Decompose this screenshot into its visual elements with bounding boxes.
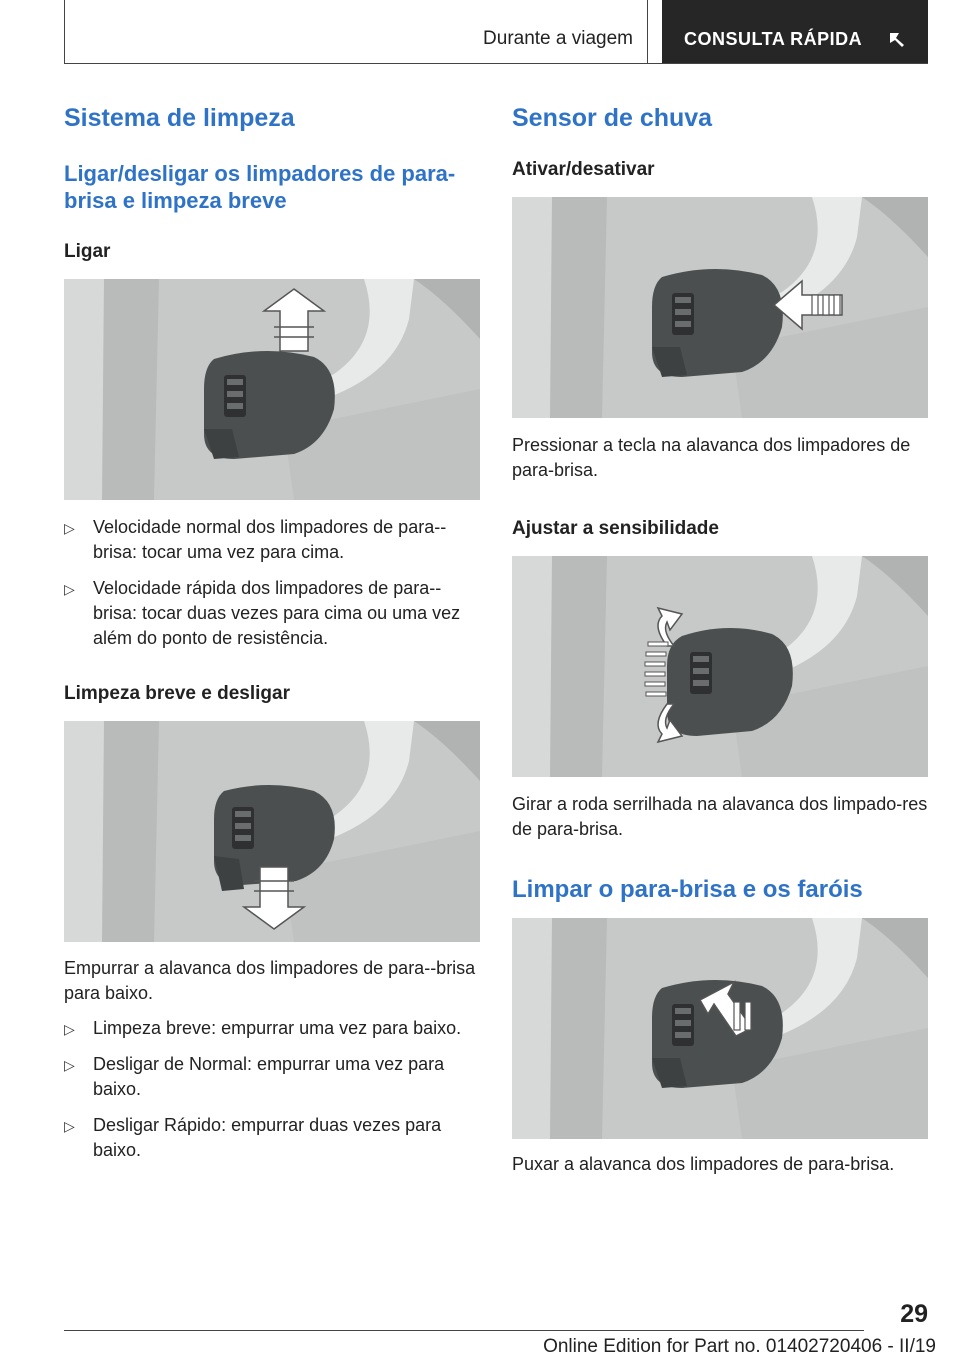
section-heading-limpeza: Sistema de limpeza [64, 104, 295, 132]
page-number: 29 [900, 1300, 928, 1328]
ligar-bullet-list [64, 515, 480, 662]
figure-wiper-lever-up [64, 279, 480, 500]
list-item: ▷ Limpeza breve: empurrar uma vez para baixo. [64, 1016, 480, 1041]
heading-ligar: Ligar [64, 241, 111, 262]
header-rule [64, 63, 928, 64]
figure-sensitivity-wheel [512, 556, 928, 777]
quick-reference-tab[interactable] [662, 0, 928, 63]
heading-limpeza-breve: Limpeza breve e desligar [64, 683, 290, 704]
heading-ativar: Ativar/desativar [512, 159, 655, 180]
list-item: ▷ Velocidade normal dos limpadores de para--brisa: tocar uma vez para cima. [64, 517, 447, 562]
limpar-paragraph: Puxar a alavanca dos limpadores de para-brisa. [512, 1154, 895, 1174]
subheading-limpadores: Ligar/desligar os limpadores de para-brisa e limpeza breve [64, 161, 456, 213]
list-item: ▷ Velocidade rápida dos limpadores de para--brisa: tocar duas vezes para cima ou uma vez além do ponto de resistência. [64, 578, 461, 648]
triangle-bullet-icon: ▷ [64, 581, 75, 597]
triangle-bullet-icon: ▷ [64, 1057, 75, 1073]
quick-reference-label: CONSULTA RÁPIDA [684, 29, 863, 49]
figure-wiper-lever-pull [512, 918, 928, 1139]
pin-icon [886, 29, 908, 51]
sensibilidade-paragraph: Girar a roda serrilhada na alavanca dos limpado-res de para-brisa. [512, 794, 928, 839]
footer-edition: Online Edition for Part no. 01402720406 - II/19 [543, 1336, 936, 1357]
figure-wiper-lever-down [64, 721, 480, 942]
limpeza-paragraph: Empurrar a alavanca dos limpadores de para--brisa para baixo. [64, 958, 476, 1003]
heading-sensibilidade: Ajustar a sensibilidade [512, 518, 719, 539]
figure-rain-sensor-button [512, 197, 928, 418]
section-tab [64, 0, 648, 63]
limpeza-bullet-list [64, 1016, 480, 1174]
triangle-bullet-icon: ▷ [64, 1118, 75, 1134]
footer-rule [64, 1330, 864, 1331]
section-heading-sensor: Sensor de chuva [512, 104, 713, 132]
list-item: ▷ Desligar de Normal: empurrar uma vez para baixo. [64, 1054, 445, 1099]
triangle-bullet-icon: ▷ [64, 1021, 75, 1037]
ativar-paragraph: Pressionar a tecla na alavanca dos limpadores de para-brisa. [512, 435, 911, 480]
list-item: ▷ Desligar Rápido: empurrar duas vezes para baixo. [64, 1115, 442, 1160]
section-heading-limpar: Limpar o para-brisa e os faróis [512, 876, 863, 903]
triangle-bullet-icon: ▷ [64, 520, 75, 536]
section-title: Durante a viagem [483, 28, 633, 49]
